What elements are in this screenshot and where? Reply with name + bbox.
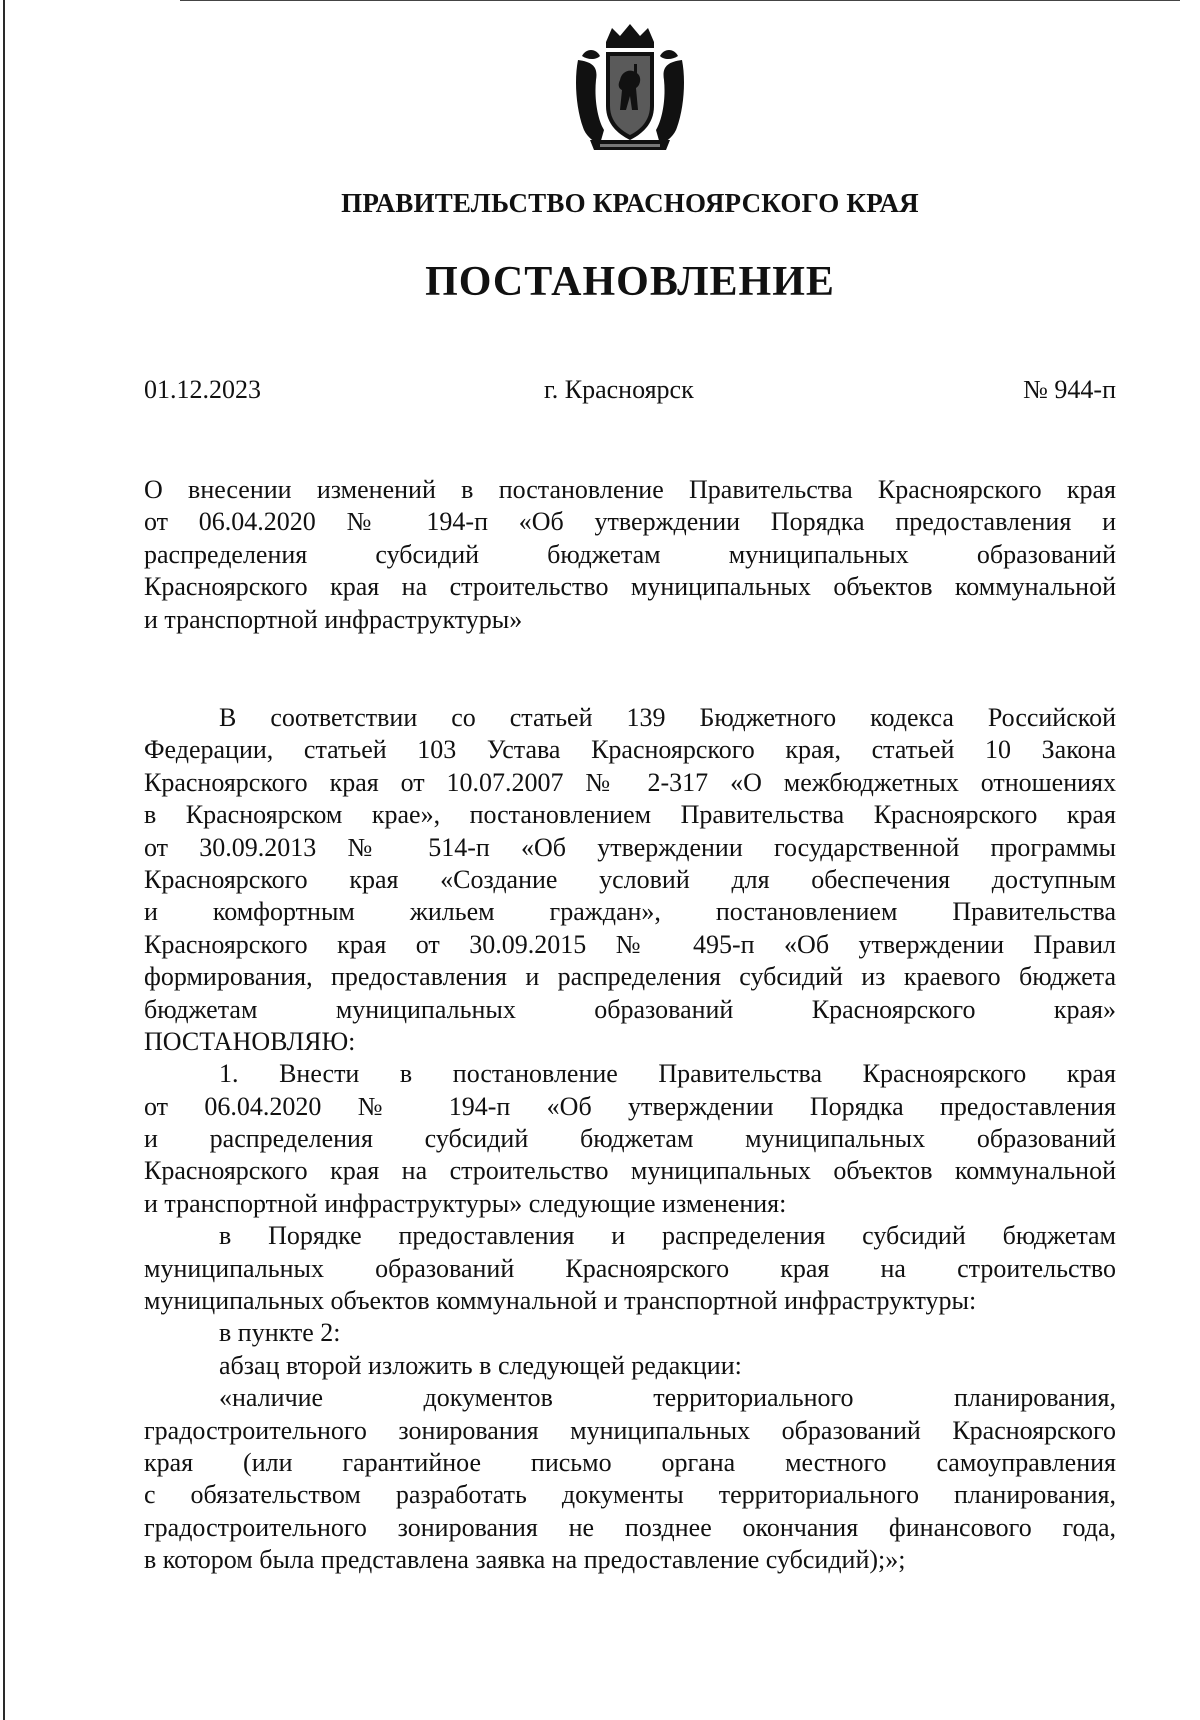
body-line: в Порядке предоставления и распределения субсидий бюджетам bbox=[219, 1221, 1116, 1251]
body-line: края (или гарантийное письмо органа местного самоуправления bbox=[144, 1447, 1116, 1477]
document-subject bbox=[144, 474, 1116, 636]
document-number: № 944-п bbox=[1023, 375, 1116, 404]
body-line: и комфортным жильем граждан», постановлением Правительства bbox=[144, 897, 1116, 927]
body-line: в Красноярском крае», постановлением Правительства Красноярского края bbox=[144, 800, 1116, 830]
subject-line: от 06.04.2020 № 194-п «Об утверждении Порядка предоставления и bbox=[144, 507, 1116, 537]
body-line: и транспортной инфраструктуры» следующие изменения: bbox=[144, 1188, 787, 1218]
document-type-title: ПОСТАНОВЛЕНИЕ bbox=[425, 259, 835, 305]
body-line: градостроительного зонирования не позднее окончания финансового года, bbox=[144, 1512, 1116, 1542]
subject-line: распределения субсидий бюджетам муниципальных образований bbox=[144, 539, 1116, 569]
body-line: ПОСТАНОВЛЯЮ: bbox=[144, 1026, 356, 1056]
body-line: В соответствии со статьей 139 Бюджетного кодекса Российской bbox=[219, 703, 1116, 732]
body-line: Красноярского края «Создание условий для обеспечения доступным bbox=[144, 864, 1116, 894]
body-line: Красноярского края от 30.09.2015 № 495-п «Об утверждении Правил bbox=[144, 929, 1116, 959]
body-line: Федерации, статьей 103 Устава Красноярского края, статьей 10 Закона bbox=[144, 735, 1116, 765]
subject-line: и транспортной инфраструктуры» bbox=[144, 604, 523, 634]
body-line: в пункте 2: bbox=[219, 1318, 341, 1348]
body-line: и распределения субсидий бюджетам муниципальных образований bbox=[144, 1124, 1116, 1154]
body-line: Красноярского края на строительство муниципальных объектов коммунальной bbox=[144, 1156, 1116, 1186]
document-meta bbox=[144, 375, 1116, 409]
document-city: г. Красноярск bbox=[544, 375, 694, 404]
body-line: от 06.04.2020 № 194-п «Об утверждении Порядка предоставления bbox=[144, 1091, 1116, 1121]
body-line: с обязательством разработать документы территориального планирования, bbox=[144, 1480, 1116, 1510]
body-line: градостроительного зонирования муниципальных образований Красноярского bbox=[144, 1415, 1116, 1445]
body-line: абзац второй изложить в следующей редакции: bbox=[219, 1350, 742, 1380]
body-line: в котором была представлена заявка на предоставление субсидий);»; bbox=[144, 1545, 906, 1575]
document-date: 01.12.2023 bbox=[144, 375, 261, 404]
body-line: муниципальных образований Красноярского края на строительство bbox=[144, 1253, 1116, 1283]
body-line: 1. Внести в постановление Правительства Красноярского края bbox=[219, 1059, 1116, 1089]
body-line: формирования, предоставления и распределения субсидий из краевого бюджета bbox=[144, 962, 1116, 992]
body-line: от 30.09.2013 № 514-п «Об утверждении государственной программы bbox=[144, 832, 1116, 862]
body-line: муниципальных объектов коммунальной и транспортной инфраструктуры: bbox=[144, 1286, 977, 1316]
subject-line: Красноярского края на строительство муниципальных объектов коммунальной bbox=[144, 572, 1116, 602]
coat-of-arms-icon bbox=[570, 20, 690, 154]
body-line: бюджетам муниципальных образований Красноярского края» bbox=[144, 994, 1116, 1024]
organization-title: ПРАВИТЕЛЬСТВО КРАСНОЯРСКОГО КРАЯ bbox=[341, 188, 919, 218]
scan-top-line bbox=[180, 0, 1180, 1]
document-body bbox=[144, 702, 1116, 1577]
body-line: Красноярского края от 10.07.2007 № 2-317 «О межбюджетных отношениях bbox=[144, 767, 1116, 797]
body-line: «наличие документов территориального планирования, bbox=[219, 1383, 1116, 1413]
subject-line: О внесении изменений в постановление Правительства Красноярского края bbox=[144, 475, 1116, 504]
